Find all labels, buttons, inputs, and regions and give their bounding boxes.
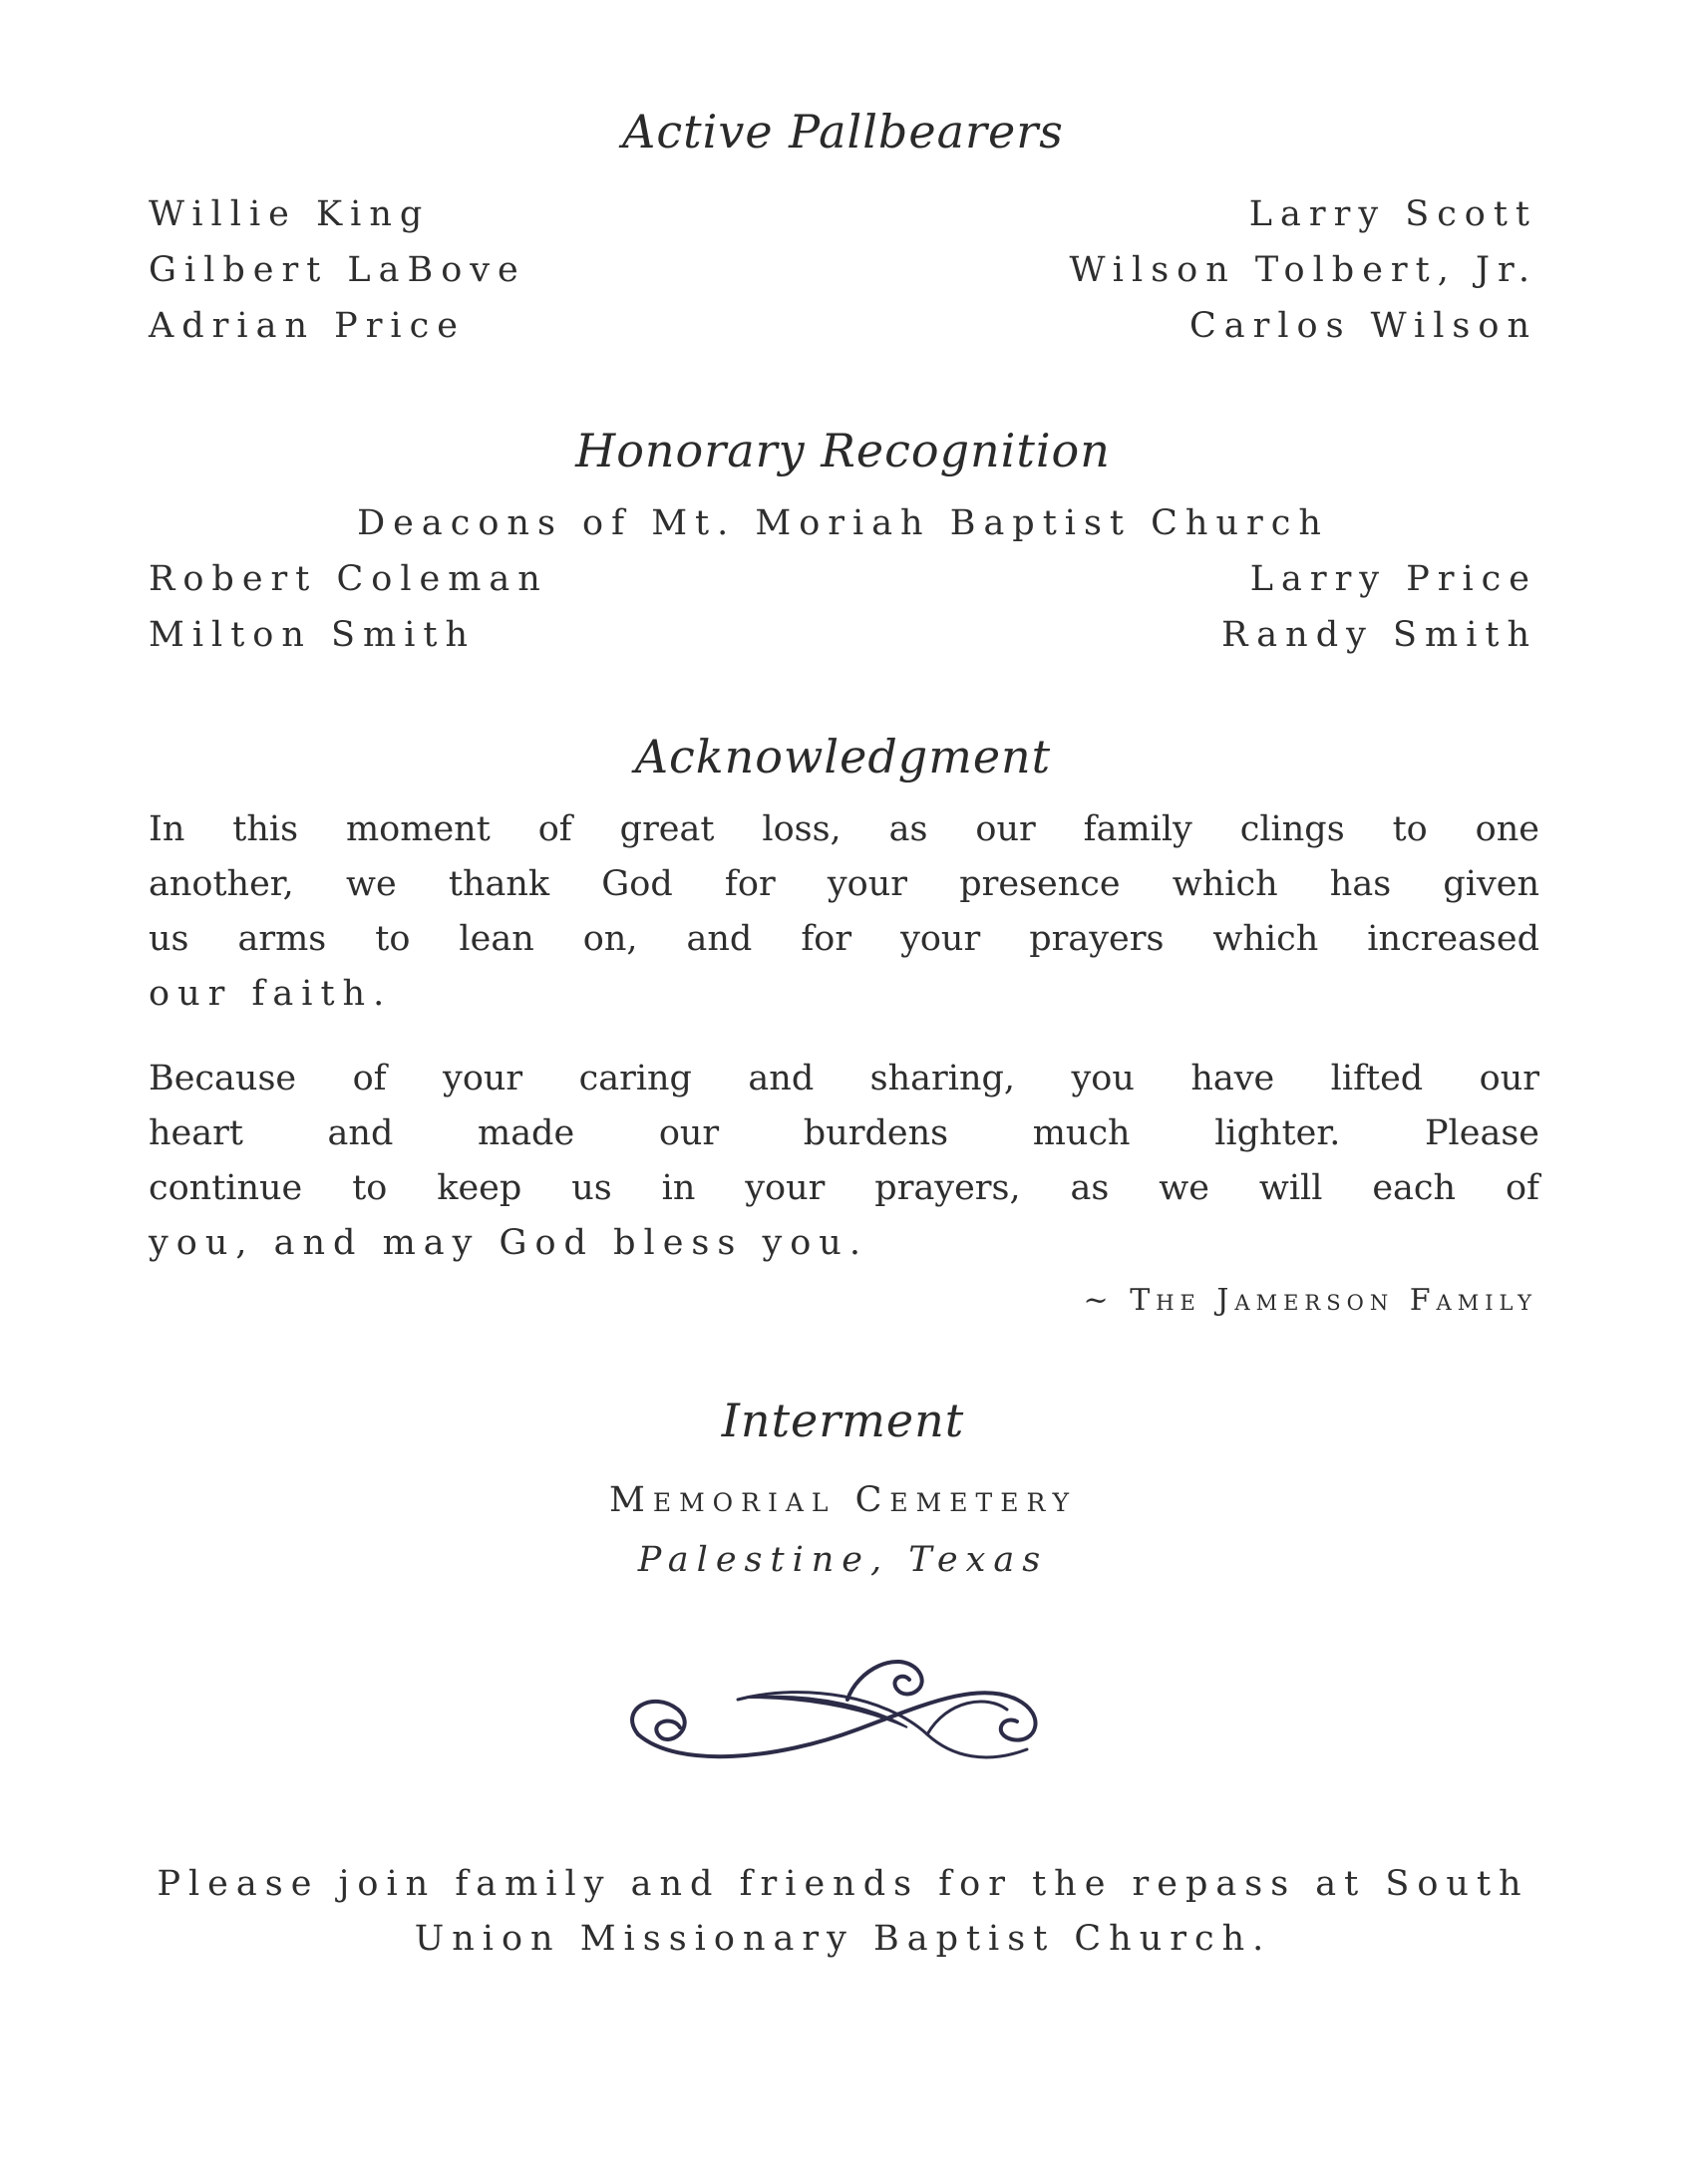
pallbearer-left-1: Willie King bbox=[149, 194, 431, 234]
honorary-heading: Honorary Recognition bbox=[575, 424, 1111, 477]
ack-paragraph2-line4: you, and may God bless you. bbox=[149, 1223, 868, 1263]
pallbearer-right-1: Larry Scott bbox=[1248, 194, 1537, 234]
pallbearer-right-3: Carlos Wilson bbox=[1188, 306, 1537, 346]
ack-paragraph2-line1: Because of your caring and sharing, you have lifted our bbox=[149, 1059, 1539, 1098]
repass-line1: Please join family and friends for the repass at South bbox=[157, 1864, 1529, 1904]
ack-paragraph2-line3: continue to keep us in your prayers, as we will each of bbox=[149, 1168, 1539, 1208]
honorary-left-1: Robert Coleman bbox=[149, 559, 548, 599]
ack-paragraph1-line3: us arms to lean on, and for your prayers which increased bbox=[149, 919, 1539, 959]
interment-place: Memorial Cemetery bbox=[608, 1480, 1078, 1520]
honorary-left-2: Milton Smith bbox=[149, 615, 476, 655]
ack-paragraph1-line2: another, we thank God for your presence which has given bbox=[149, 864, 1539, 904]
flourish-ornament-icon bbox=[598, 1640, 1077, 1779]
repass-line2: Union Missionary Baptist Church. bbox=[414, 1919, 1272, 1959]
interment-heading: Interment bbox=[721, 1394, 965, 1447]
honorary-right-2: Randy Smith bbox=[1221, 615, 1537, 655]
pallbearers-heading: Active Pallbearers bbox=[622, 105, 1064, 158]
ack-paragraph1-line1: In this moment of great loss, as our family clings to one bbox=[149, 809, 1539, 849]
family-signature: ~ The Jamerson Family bbox=[1083, 1283, 1537, 1318]
honorary-right-1: Larry Price bbox=[1249, 559, 1537, 599]
interment-location: Palestine, Texas bbox=[637, 1540, 1049, 1580]
ack-paragraph1-line4: our faith. bbox=[149, 974, 393, 1014]
honorary-subtitle: Deacons of Mt. Moriah Baptist Church bbox=[357, 503, 1329, 543]
ack-paragraph2-line2: heart and made our burdens much lighter. Please bbox=[149, 1113, 1539, 1153]
pallbearer-left-2: Gilbert LaBove bbox=[149, 250, 526, 290]
acknowledgment-heading: Acknowledgment bbox=[634, 730, 1052, 783]
pallbearer-left-3: Adrian Price bbox=[149, 306, 466, 346]
pallbearer-right-2: Wilson Tolbert, Jr. bbox=[1069, 250, 1537, 290]
